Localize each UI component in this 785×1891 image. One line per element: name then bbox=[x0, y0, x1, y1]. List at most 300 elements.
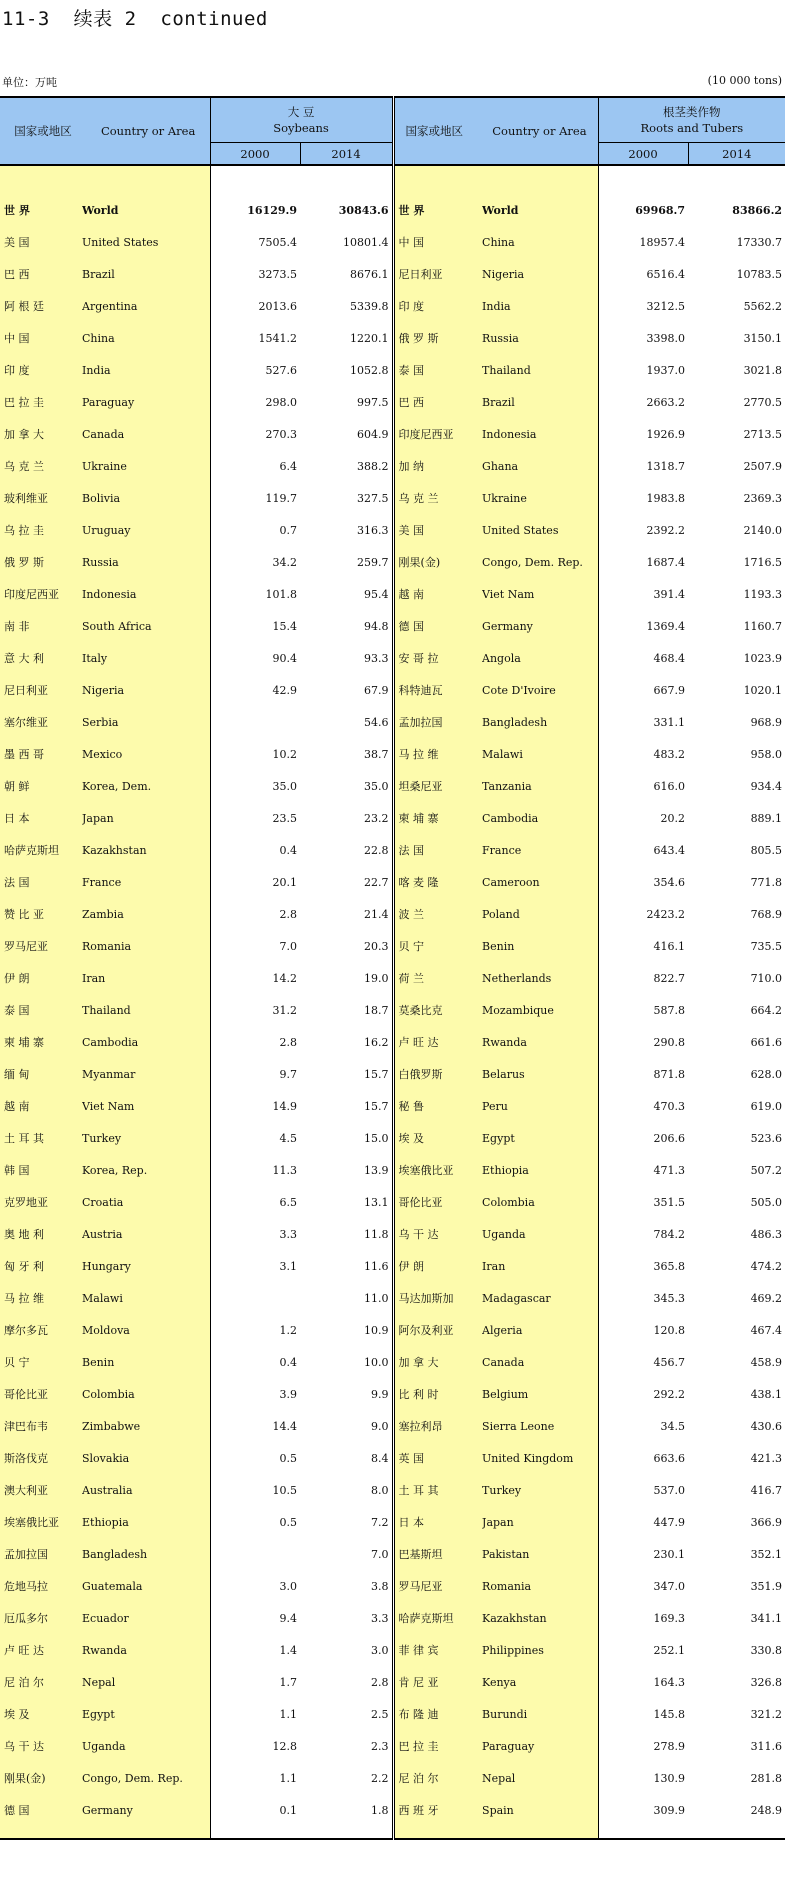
roots-2014-cell: 352.1 bbox=[688, 1538, 785, 1570]
country-cn-left: 日 本 bbox=[0, 802, 82, 834]
header-year-2000: 2000 bbox=[598, 143, 688, 166]
table-row bbox=[0, 1506, 785, 1538]
table-row bbox=[0, 642, 785, 674]
country-cn-left: 意 大 利 bbox=[0, 642, 82, 674]
roots-2000-cell: 1983.8 bbox=[598, 482, 688, 514]
roots-2000-cell: 130.9 bbox=[598, 1762, 688, 1794]
country-cn-right: 伊 朗 bbox=[393, 1250, 482, 1282]
table-row bbox=[0, 258, 785, 290]
roots-2000-cell: 206.6 bbox=[598, 1122, 688, 1154]
soybeans-2000-cell: 298.0 bbox=[210, 386, 300, 418]
country-cn-right: 贝 宁 bbox=[393, 930, 482, 962]
table-row bbox=[0, 1250, 785, 1282]
country-cn-left: 刚果(金) bbox=[0, 1762, 82, 1794]
country-en-right: Japan bbox=[482, 1506, 598, 1538]
country-cn-left: 阿 根 廷 bbox=[0, 290, 82, 322]
soybeans-2000-cell: 6.5 bbox=[210, 1186, 300, 1218]
soybeans-2000-cell: 119.7 bbox=[210, 482, 300, 514]
soybeans-2014-cell: 94.8 bbox=[300, 610, 393, 642]
country-cn-right: 罗马尼亚 bbox=[393, 1570, 482, 1602]
country-en-right: Kazakhstan bbox=[482, 1602, 598, 1634]
soybeans-2000-cell: 20.1 bbox=[210, 866, 300, 898]
roots-2000-cell: 1926.9 bbox=[598, 418, 688, 450]
roots-2000-cell: 1318.7 bbox=[598, 450, 688, 482]
country-en-right: Viet Nam bbox=[482, 578, 598, 610]
roots-2014-cell: 469.2 bbox=[688, 1282, 785, 1314]
country-cn-left: 玻利维亚 bbox=[0, 482, 82, 514]
soybeans-2014-cell: 16.2 bbox=[300, 1026, 393, 1058]
roots-2014-cell: 341.1 bbox=[688, 1602, 785, 1634]
country-cn-left: 巴 西 bbox=[0, 258, 82, 290]
country-en-right: Netherlands bbox=[482, 962, 598, 994]
roots-2014-cell: 3021.8 bbox=[688, 354, 785, 386]
country-cn-left: 法 国 bbox=[0, 866, 82, 898]
country-en-right: World bbox=[482, 194, 598, 226]
unit-label-cn: 单位：万吨 bbox=[2, 76, 57, 89]
soybeans-2014-cell: 5339.8 bbox=[300, 290, 393, 322]
roots-2000-cell: 784.2 bbox=[598, 1218, 688, 1250]
roots-2000-cell: 331.1 bbox=[598, 706, 688, 738]
soybeans-2014-cell: 15.7 bbox=[300, 1058, 393, 1090]
country-cn-left: 哥伦比亚 bbox=[0, 1378, 82, 1410]
country-en-left: Colombia bbox=[82, 1378, 210, 1410]
country-cn-right: 巴 西 bbox=[393, 386, 482, 418]
table-row bbox=[0, 1442, 785, 1474]
roots-2000-cell: 2423.2 bbox=[598, 898, 688, 930]
table-row bbox=[0, 1314, 785, 1346]
roots-2000-cell: 616.0 bbox=[598, 770, 688, 802]
roots-2014-cell: 366.9 bbox=[688, 1506, 785, 1538]
country-cn-right: 乌 干 达 bbox=[393, 1218, 482, 1250]
country-cn-right: 尼日利亚 bbox=[393, 258, 482, 290]
soybeans-2000-cell: 0.4 bbox=[210, 1346, 300, 1378]
soybeans-2014-cell: 10801.4 bbox=[300, 226, 393, 258]
soybeans-2014-cell: 19.0 bbox=[300, 962, 393, 994]
country-en-right: Belgium bbox=[482, 1378, 598, 1410]
soybeans-2014-cell: 67.9 bbox=[300, 674, 393, 706]
table-row bbox=[0, 1058, 785, 1090]
header-roots-cn: 根茎类作物 bbox=[663, 105, 721, 119]
table-row bbox=[0, 226, 785, 258]
country-en-left: Germany bbox=[82, 1794, 210, 1826]
country-cn-left: 斯洛伐克 bbox=[0, 1442, 82, 1474]
roots-2014-cell: 416.7 bbox=[688, 1474, 785, 1506]
country-cn-left: 澳大利亚 bbox=[0, 1474, 82, 1506]
roots-2014-cell: 421.3 bbox=[688, 1442, 785, 1474]
soybeans-2014-cell: 259.7 bbox=[300, 546, 393, 578]
soybeans-2000-cell: 1.1 bbox=[210, 1762, 300, 1794]
country-en-left: Bolivia bbox=[82, 482, 210, 514]
country-en-right: Germany bbox=[482, 610, 598, 642]
soybeans-2000-cell: 0.5 bbox=[210, 1506, 300, 1538]
roots-2014-cell: 5562.2 bbox=[688, 290, 785, 322]
roots-2000-cell: 345.3 bbox=[598, 1282, 688, 1314]
header-country-en: Country or Area bbox=[492, 124, 587, 138]
country-cn-right: 土 耳 其 bbox=[393, 1474, 482, 1506]
country-cn-right: 马达加斯加 bbox=[393, 1282, 482, 1314]
roots-2014-cell: 326.8 bbox=[688, 1666, 785, 1698]
roots-2014-cell: 968.9 bbox=[688, 706, 785, 738]
roots-2000-cell: 351.5 bbox=[598, 1186, 688, 1218]
country-cn-right: 西 班 牙 bbox=[393, 1794, 482, 1826]
country-cn-right: 泰 国 bbox=[393, 354, 482, 386]
country-en-right: Madagascar bbox=[482, 1282, 598, 1314]
country-cn-left: 乌 干 达 bbox=[0, 1730, 82, 1762]
country-en-left: Serbia bbox=[82, 706, 210, 738]
roots-2000-cell: 2663.2 bbox=[598, 386, 688, 418]
roots-2014-cell: 467.4 bbox=[688, 1314, 785, 1346]
country-cn-right: 埃 及 bbox=[393, 1122, 482, 1154]
table-row bbox=[0, 994, 785, 1026]
soybeans-2014-cell: 1220.1 bbox=[300, 322, 393, 354]
country-cn-right: 美 国 bbox=[393, 514, 482, 546]
country-en-right: Algeria bbox=[482, 1314, 598, 1346]
table-row bbox=[0, 738, 785, 770]
table-row bbox=[0, 802, 785, 834]
roots-2000-cell: 145.8 bbox=[598, 1698, 688, 1730]
table-row bbox=[0, 514, 785, 546]
soybeans-2000-cell: 1.1 bbox=[210, 1698, 300, 1730]
country-cn-left: 加 拿 大 bbox=[0, 418, 82, 450]
country-cn-left: 罗马尼亚 bbox=[0, 930, 82, 962]
roots-2014-cell: 958.0 bbox=[688, 738, 785, 770]
country-en-left: Canada bbox=[82, 418, 210, 450]
roots-2000-cell: 164.3 bbox=[598, 1666, 688, 1698]
roots-2014-cell: 83866.2 bbox=[688, 194, 785, 226]
country-cn-left: 贝 宁 bbox=[0, 1346, 82, 1378]
table-row bbox=[0, 962, 785, 994]
roots-2000-cell: 252.1 bbox=[598, 1634, 688, 1666]
country-en-right: Kenya bbox=[482, 1666, 598, 1698]
country-en-right: United Kingdom bbox=[482, 1442, 598, 1474]
roots-2000-cell: 2392.2 bbox=[598, 514, 688, 546]
soybeans-2014-cell: 997.5 bbox=[300, 386, 393, 418]
soybeans-2000-cell: 90.4 bbox=[210, 642, 300, 674]
soybeans-2014-cell: 2.5 bbox=[300, 1698, 393, 1730]
header-country-right bbox=[393, 97, 598, 165]
country-cn-left: 尼 泊 尔 bbox=[0, 1666, 82, 1698]
soybeans-2000-cell: 16129.9 bbox=[210, 194, 300, 226]
roots-2000-cell: 667.9 bbox=[598, 674, 688, 706]
country-cn-right: 刚果(金) bbox=[393, 546, 482, 578]
country-en-left: Uruguay bbox=[82, 514, 210, 546]
country-en-left: Australia bbox=[82, 1474, 210, 1506]
roots-2000-cell: 309.9 bbox=[598, 1794, 688, 1826]
roots-2000-cell: 468.4 bbox=[598, 642, 688, 674]
roots-2000-cell: 292.2 bbox=[598, 1378, 688, 1410]
country-cn-right: 俄 罗 斯 bbox=[393, 322, 482, 354]
table-row bbox=[0, 1762, 785, 1794]
soybeans-2014-cell: 38.7 bbox=[300, 738, 393, 770]
table-row bbox=[0, 898, 785, 930]
soybeans-2000-cell: 0.5 bbox=[210, 1442, 300, 1474]
roots-2000-cell: 447.9 bbox=[598, 1506, 688, 1538]
roots-2000-cell: 3212.5 bbox=[598, 290, 688, 322]
country-cn-left: 伊 朗 bbox=[0, 962, 82, 994]
country-en-left: World bbox=[82, 194, 210, 226]
header-year-2014: 2014 bbox=[300, 143, 393, 166]
country-en-right: Brazil bbox=[482, 386, 598, 418]
country-en-left: Zimbabwe bbox=[82, 1410, 210, 1442]
country-cn-right: 英 国 bbox=[393, 1442, 482, 1474]
roots-2000-cell: 1937.0 bbox=[598, 354, 688, 386]
roots-2014-cell: 735.5 bbox=[688, 930, 785, 962]
soybeans-2014-cell: 10.0 bbox=[300, 1346, 393, 1378]
country-cn-left: 朝 鲜 bbox=[0, 770, 82, 802]
country-cn-left: 乌 克 兰 bbox=[0, 450, 82, 482]
country-en-left: Nigeria bbox=[82, 674, 210, 706]
soybeans-2014-cell: 8.0 bbox=[300, 1474, 393, 1506]
unit-label-en: (10 000 tons) bbox=[707, 74, 782, 87]
country-en-left: United States bbox=[82, 226, 210, 258]
table-row bbox=[0, 1410, 785, 1442]
soybeans-2014-cell: 1052.8 bbox=[300, 354, 393, 386]
soybeans-2000-cell: 4.5 bbox=[210, 1122, 300, 1154]
roots-2000-cell: 471.3 bbox=[598, 1154, 688, 1186]
soybeans-2000-cell: 10.2 bbox=[210, 738, 300, 770]
soybeans-2014-cell: 54.6 bbox=[300, 706, 393, 738]
table-row bbox=[0, 866, 785, 898]
soybeans-2000-cell: 10.5 bbox=[210, 1474, 300, 1506]
country-cn-left: 缅 甸 bbox=[0, 1058, 82, 1090]
table-row bbox=[0, 930, 785, 962]
soybeans-2000-cell: 15.4 bbox=[210, 610, 300, 642]
roots-2000-cell: 120.8 bbox=[598, 1314, 688, 1346]
country-cn-left: 巴 拉 圭 bbox=[0, 386, 82, 418]
table-row bbox=[0, 674, 785, 706]
table-row bbox=[0, 194, 785, 226]
header-year-2000: 2000 bbox=[210, 143, 300, 166]
roots-2000-cell: 169.3 bbox=[598, 1602, 688, 1634]
soybeans-2000-cell: 3.1 bbox=[210, 1250, 300, 1282]
country-en-right: Cameroon bbox=[482, 866, 598, 898]
table-body bbox=[0, 165, 785, 1839]
soybeans-2014-cell: 7.2 bbox=[300, 1506, 393, 1538]
soybeans-2014-cell: 11.6 bbox=[300, 1250, 393, 1282]
roots-2000-cell: 537.0 bbox=[598, 1474, 688, 1506]
roots-2014-cell: 486.3 bbox=[688, 1218, 785, 1250]
header-soybeans-cn: 大 豆 bbox=[287, 105, 315, 119]
roots-2000-cell: 470.3 bbox=[598, 1090, 688, 1122]
country-cn-right: 巴 拉 圭 bbox=[393, 1730, 482, 1762]
country-en-right: Paraguay bbox=[482, 1730, 598, 1762]
country-cn-right: 布 隆 迪 bbox=[393, 1698, 482, 1730]
country-en-left: Egypt bbox=[82, 1698, 210, 1730]
soybeans-2014-cell: 8.4 bbox=[300, 1442, 393, 1474]
table-end-row bbox=[0, 1826, 785, 1839]
country-cn-left: 匈 牙 利 bbox=[0, 1250, 82, 1282]
soybeans-2014-cell: 95.4 bbox=[300, 578, 393, 610]
roots-2014-cell: 430.6 bbox=[688, 1410, 785, 1442]
country-cn-right: 中 国 bbox=[393, 226, 482, 258]
soybeans-2000-cell: 0.7 bbox=[210, 514, 300, 546]
country-en-right: Poland bbox=[482, 898, 598, 930]
roots-2000-cell: 456.7 bbox=[598, 1346, 688, 1378]
country-en-right: Mozambique bbox=[482, 994, 598, 1026]
country-en-left: Kazakhstan bbox=[82, 834, 210, 866]
country-en-left: Croatia bbox=[82, 1186, 210, 1218]
country-en-right: Peru bbox=[482, 1090, 598, 1122]
table-row bbox=[0, 386, 785, 418]
roots-2014-cell: 2713.5 bbox=[688, 418, 785, 450]
header-soybeans bbox=[210, 97, 393, 143]
roots-2014-cell: 311.6 bbox=[688, 1730, 785, 1762]
table-row bbox=[0, 418, 785, 450]
soybeans-2014-cell: 15.7 bbox=[300, 1090, 393, 1122]
roots-2014-cell: 330.8 bbox=[688, 1634, 785, 1666]
roots-2014-cell: 474.2 bbox=[688, 1250, 785, 1282]
country-en-left: Cambodia bbox=[82, 1026, 210, 1058]
country-cn-right: 荷 兰 bbox=[393, 962, 482, 994]
table-row bbox=[0, 1154, 785, 1186]
country-cn-right: 日 本 bbox=[393, 1506, 482, 1538]
country-cn-left: 俄 罗 斯 bbox=[0, 546, 82, 578]
soybeans-2000-cell: 1541.2 bbox=[210, 322, 300, 354]
roots-2000-cell: 6516.4 bbox=[598, 258, 688, 290]
country-cn-left: 南 非 bbox=[0, 610, 82, 642]
soybeans-2014-cell: 21.4 bbox=[300, 898, 393, 930]
soybeans-2014-cell: 18.7 bbox=[300, 994, 393, 1026]
roots-2000-cell: 587.8 bbox=[598, 994, 688, 1026]
country-cn-right: 哈萨克斯坦 bbox=[393, 1602, 482, 1634]
roots-2000-cell: 347.0 bbox=[598, 1570, 688, 1602]
soybeans-2000-cell: 0.1 bbox=[210, 1794, 300, 1826]
roots-2000-cell: 822.7 bbox=[598, 962, 688, 994]
country-en-right: Philippines bbox=[482, 1634, 598, 1666]
country-cn-left: 世 界 bbox=[0, 194, 82, 226]
table-row bbox=[0, 482, 785, 514]
country-en-right: China bbox=[482, 226, 598, 258]
table-row bbox=[0, 290, 785, 322]
table-row bbox=[0, 578, 785, 610]
roots-2014-cell: 1023.9 bbox=[688, 642, 785, 674]
country-cn-left: 奥 地 利 bbox=[0, 1218, 82, 1250]
country-en-left: Ukraine bbox=[82, 450, 210, 482]
country-cn-right: 法 国 bbox=[393, 834, 482, 866]
country-en-left: South Africa bbox=[82, 610, 210, 642]
country-en-left: Myanmar bbox=[82, 1058, 210, 1090]
soybeans-2000-cell: 1.2 bbox=[210, 1314, 300, 1346]
table-row bbox=[0, 354, 785, 386]
country-en-right: Angola bbox=[482, 642, 598, 674]
soybeans-2000-cell: 101.8 bbox=[210, 578, 300, 610]
soybeans-2014-cell: 2.8 bbox=[300, 1666, 393, 1698]
soybeans-2014-cell: 13.9 bbox=[300, 1154, 393, 1186]
header-country-left bbox=[0, 97, 210, 165]
country-cn-right: 世 界 bbox=[393, 194, 482, 226]
roots-2014-cell: 248.9 bbox=[688, 1794, 785, 1826]
country-cn-right: 菲 律 宾 bbox=[393, 1634, 482, 1666]
soybeans-2000-cell: 0.4 bbox=[210, 834, 300, 866]
soybeans-2000-cell: 270.3 bbox=[210, 418, 300, 450]
table-row bbox=[0, 1666, 785, 1698]
table-row bbox=[0, 770, 785, 802]
soybeans-2014-cell: 13.1 bbox=[300, 1186, 393, 1218]
table-row bbox=[0, 610, 785, 642]
soybeans-2014-cell: 2.2 bbox=[300, 1762, 393, 1794]
country-cn-left: 津巴布韦 bbox=[0, 1410, 82, 1442]
country-en-right: Thailand bbox=[482, 354, 598, 386]
table-row bbox=[0, 1538, 785, 1570]
soybeans-2000-cell: 35.0 bbox=[210, 770, 300, 802]
soybeans-2014-cell: 388.2 bbox=[300, 450, 393, 482]
roots-2014-cell: 1160.7 bbox=[688, 610, 785, 642]
country-en-right: Turkey bbox=[482, 1474, 598, 1506]
roots-2000-cell: 290.8 bbox=[598, 1026, 688, 1058]
country-en-left: India bbox=[82, 354, 210, 386]
country-en-left: Malawi bbox=[82, 1282, 210, 1314]
country-en-left: Zambia bbox=[82, 898, 210, 930]
roots-2014-cell: 1193.3 bbox=[688, 578, 785, 610]
country-cn-right: 马 拉 维 bbox=[393, 738, 482, 770]
soybeans-2014-cell: 316.3 bbox=[300, 514, 393, 546]
country-en-left: France bbox=[82, 866, 210, 898]
country-en-left: Moldova bbox=[82, 1314, 210, 1346]
roots-2014-cell: 2507.9 bbox=[688, 450, 785, 482]
country-en-left: Romania bbox=[82, 930, 210, 962]
country-cn-left: 厄瓜多尔 bbox=[0, 1602, 82, 1634]
soybeans-2000-cell: 9.7 bbox=[210, 1058, 300, 1090]
soybeans-2000-cell: 1.7 bbox=[210, 1666, 300, 1698]
table-row bbox=[0, 1794, 785, 1826]
country-en-left: Nepal bbox=[82, 1666, 210, 1698]
country-cn-right: 肯 尼 亚 bbox=[393, 1666, 482, 1698]
roots-2000-cell: 416.1 bbox=[598, 930, 688, 962]
country-cn-right: 科特迪瓦 bbox=[393, 674, 482, 706]
country-cn-left: 越 南 bbox=[0, 1090, 82, 1122]
country-cn-right: 哥伦比亚 bbox=[393, 1186, 482, 1218]
country-cn-right: 德 国 bbox=[393, 610, 482, 642]
country-cn-right: 柬 埔 寨 bbox=[393, 802, 482, 834]
country-cn-right: 比 利 时 bbox=[393, 1378, 482, 1410]
roots-2000-cell: 391.4 bbox=[598, 578, 688, 610]
table-row bbox=[0, 1730, 785, 1762]
country-cn-right: 坦桑尼亚 bbox=[393, 770, 482, 802]
country-cn-left: 赞 比 亚 bbox=[0, 898, 82, 930]
soybeans-2000-cell: 11.3 bbox=[210, 1154, 300, 1186]
page-title: 11-3 续表 2 continued bbox=[2, 8, 268, 30]
roots-2014-cell: 664.2 bbox=[688, 994, 785, 1026]
soybeans-2014-cell: 22.8 bbox=[300, 834, 393, 866]
country-cn-left: 土 耳 其 bbox=[0, 1122, 82, 1154]
soybeans-2014-cell: 9.0 bbox=[300, 1410, 393, 1442]
country-en-left: Argentina bbox=[82, 290, 210, 322]
soybeans-2014-cell: 23.2 bbox=[300, 802, 393, 834]
country-en-left: Benin bbox=[82, 1346, 210, 1378]
roots-2014-cell: 458.9 bbox=[688, 1346, 785, 1378]
country-en-right: Indonesia bbox=[482, 418, 598, 450]
roots-2014-cell: 710.0 bbox=[688, 962, 785, 994]
country-cn-right: 印度尼西亚 bbox=[393, 418, 482, 450]
soybeans-2014-cell: 3.0 bbox=[300, 1634, 393, 1666]
roots-2014-cell: 661.6 bbox=[688, 1026, 785, 1058]
country-cn-right: 加 纳 bbox=[393, 450, 482, 482]
soybeans-2014-cell: 9.9 bbox=[300, 1378, 393, 1410]
country-cn-left: 哈萨克斯坦 bbox=[0, 834, 82, 866]
country-en-left: Mexico bbox=[82, 738, 210, 770]
soybeans-2000-cell: 2.8 bbox=[210, 898, 300, 930]
country-en-right: Ukraine bbox=[482, 482, 598, 514]
soybeans-2014-cell: 20.3 bbox=[300, 930, 393, 962]
country-en-right: Rwanda bbox=[482, 1026, 598, 1058]
soybeans-2000-cell: 3.9 bbox=[210, 1378, 300, 1410]
country-cn-right: 莫桑比克 bbox=[393, 994, 482, 1026]
header-roots-tubers bbox=[598, 97, 785, 143]
country-cn-left: 埃 及 bbox=[0, 1698, 82, 1730]
country-cn-left: 尼日利亚 bbox=[0, 674, 82, 706]
roots-2014-cell: 768.9 bbox=[688, 898, 785, 930]
soybeans-2000-cell: 2013.6 bbox=[210, 290, 300, 322]
